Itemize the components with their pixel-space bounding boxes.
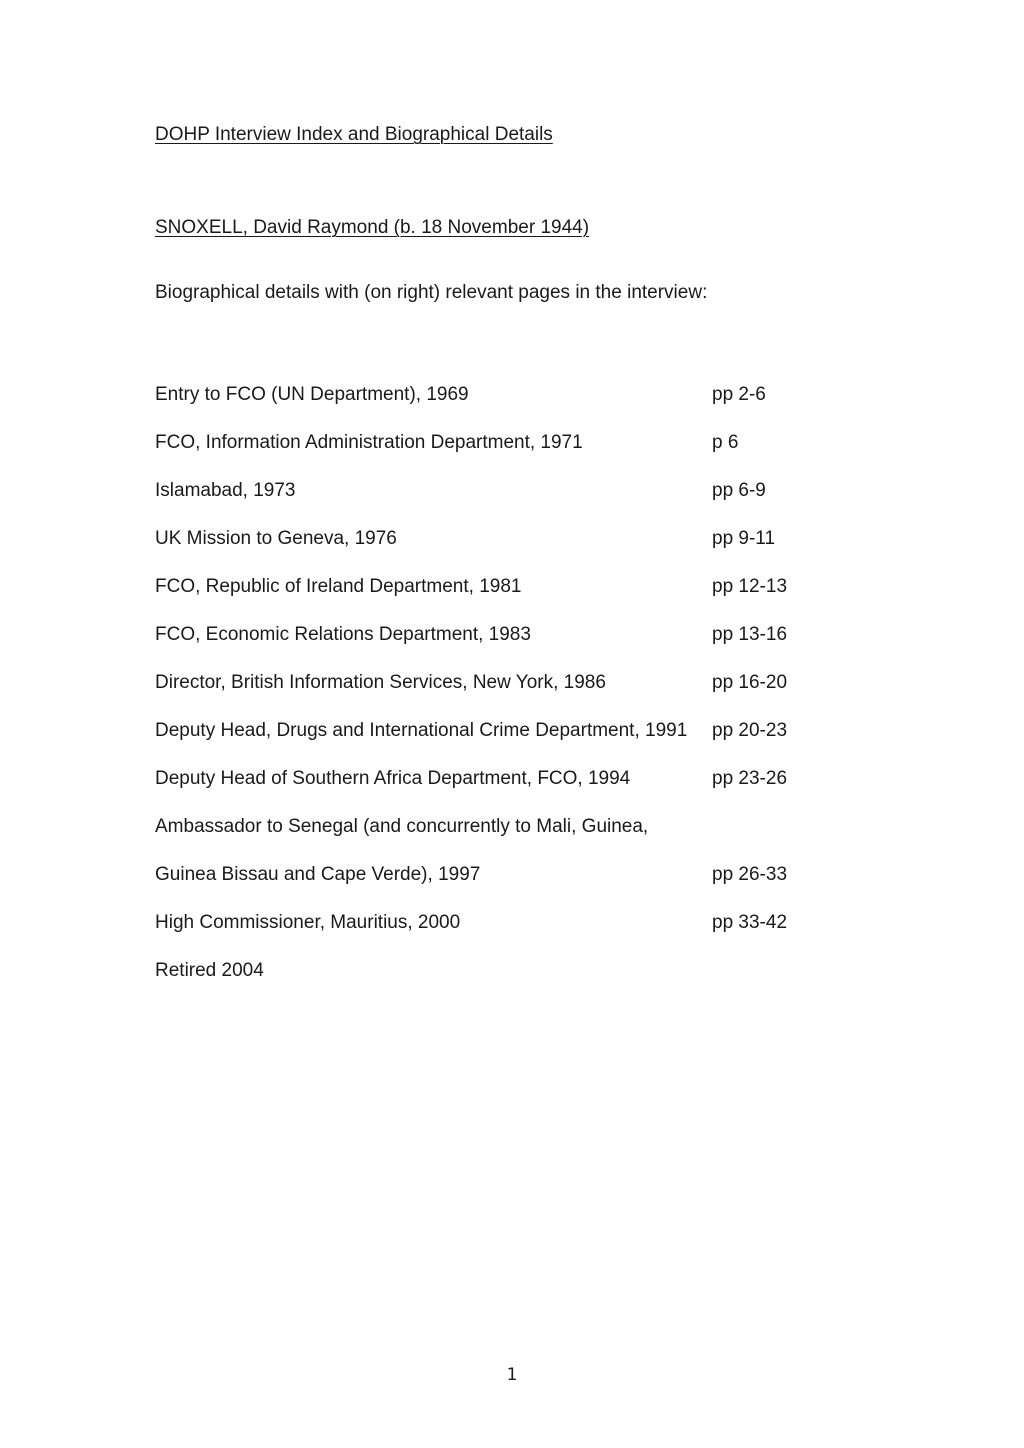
entry-description: Deputy Head, Drugs and International Crime Department, 1991: [155, 720, 688, 741]
entry-pages: p 6: [712, 432, 739, 453]
biography-entry: [155, 815, 855, 863]
entry-description: Entry to FCO (UN Department), 1969: [155, 384, 469, 405]
biography-entry: [155, 671, 855, 719]
entry-pages: pp 6-9: [712, 480, 766, 501]
entry-pages: pp 23-26: [712, 768, 788, 789]
biography-entry: [155, 863, 855, 911]
entry-description: Retired 2004: [155, 960, 264, 981]
entry-description: Guinea Bissau and Cape Verde), 1997: [155, 864, 481, 885]
intro-text: Biographical details with (on right) relevant pages in the interview:: [155, 282, 708, 303]
biography-entry: [155, 767, 855, 815]
entry-pages: pp 20-23: [712, 720, 788, 741]
biography-entry: [155, 575, 855, 623]
interviewee-name: SNOXELL, David Raymond (b. 18 November 1944): [155, 217, 590, 238]
entry-description: Director, British Information Services, New York, 1986: [155, 672, 606, 693]
entry-description: FCO, Republic of Ireland Department, 1981: [155, 576, 522, 597]
entry-pages: pp 33-42: [712, 912, 788, 933]
entry-pages: pp 2-6: [712, 384, 766, 405]
entry-pages: pp 9-11: [712, 528, 776, 549]
entry-pages: pp 16-20: [712, 672, 788, 693]
entry-pages: pp 12-13: [712, 576, 788, 597]
entry-description: High Commissioner, Mauritius, 2000: [155, 912, 461, 933]
entry-description: UK Mission to Geneva, 1976: [155, 528, 397, 549]
entry-description: FCO, Economic Relations Department, 1983: [155, 624, 531, 645]
biography-entry: [155, 959, 855, 1007]
biography-entry: [155, 623, 855, 671]
biography-entry: [155, 911, 855, 959]
document-title: DOHP Interview Index and Biographical Details: [155, 124, 553, 145]
biography-entry: [155, 719, 855, 767]
entry-pages: pp 26-33: [712, 864, 788, 885]
biography-entries: [155, 383, 855, 1007]
entry-description: Ambassador to Senegal (and concurrently to Mali, Guinea,: [155, 816, 649, 837]
biography-entry: [155, 479, 855, 527]
page-number: 1: [506, 1365, 518, 1385]
entry-description: Islamabad, 1973: [155, 480, 296, 501]
biography-entry: [155, 431, 855, 479]
entry-pages: pp 13-16: [712, 624, 788, 645]
entry-description: Deputy Head of Southern Africa Department, FCO, 1994: [155, 768, 631, 789]
entry-description: FCO, Information Administration Department, 1971: [155, 432, 583, 453]
biography-entry: [155, 527, 855, 575]
biography-entry: [155, 383, 855, 431]
